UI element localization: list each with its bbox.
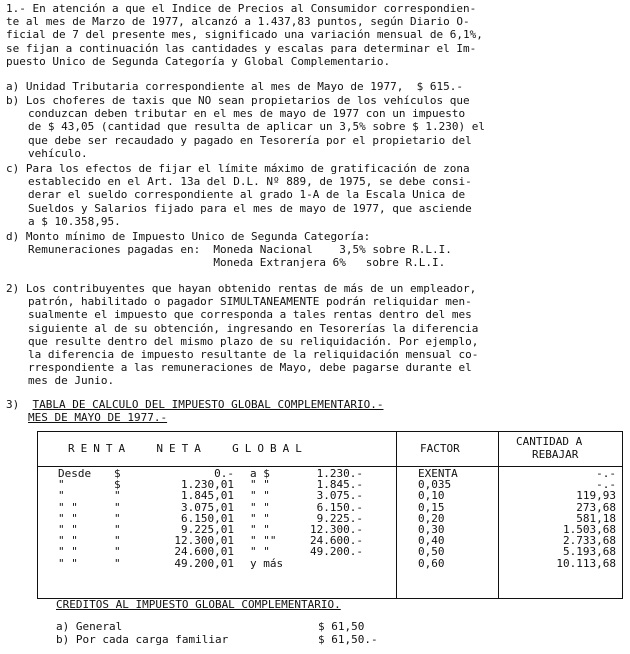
table-cell-mid: a $ bbox=[250, 467, 270, 480]
table-cell-cur: " bbox=[114, 545, 121, 559]
table-cell-to: 49.200.- bbox=[310, 545, 363, 559]
header-cantidad-line-1: CANTIDAD A bbox=[516, 435, 583, 448]
table-cell-mid: " " bbox=[250, 523, 270, 536]
table-cell-mid: y más bbox=[250, 556, 284, 570]
item-c-line-1: Para los efectos de fijar el límite máximo de gratificación de zona bbox=[25, 162, 470, 175]
table-cell-to: 24.600.- bbox=[310, 534, 363, 548]
table-cell-cur: " bbox=[114, 534, 121, 548]
item-d-line-3: Moneda Extranjera 6% sobre R.L.I. bbox=[28, 256, 446, 270]
table-cell-rebajar: -.- bbox=[596, 478, 616, 492]
table-cell-cur: " bbox=[114, 556, 121, 570]
p2-number: 2) bbox=[6, 282, 20, 295]
p2-line-4: siguiente al de su obtención, ingresando en Tesorerías la diferencia bbox=[28, 321, 479, 335]
table-cell-factor: 0,60 bbox=[418, 556, 445, 570]
table-cell-prefix: " " bbox=[58, 511, 78, 525]
table-cell-rebajar: 2.733,68 bbox=[563, 534, 616, 548]
table-cell-mid: " " bbox=[250, 478, 270, 492]
item-b bbox=[6, 94, 485, 160]
credit-family-value: $ 61,50.- bbox=[318, 633, 378, 646]
table-cell-rebajar: 273,68 bbox=[576, 500, 616, 514]
table-cell-from: 6.150,01 bbox=[181, 511, 234, 525]
p1-line-2: te al mes de Marzo de 1977, alcanzó a 1.437,83 puntos, según Diario O- bbox=[6, 15, 470, 29]
tax-table bbox=[37, 431, 623, 599]
p1-line-5: puesto Unico de Segunda Categoría y Global Complementario. bbox=[6, 54, 391, 68]
table-cell-from: 0.- bbox=[214, 467, 234, 480]
table-cell-cur: " bbox=[114, 511, 121, 525]
table-cell-factor: 0,10 bbox=[418, 489, 445, 503]
paragraph-3 bbox=[6, 398, 384, 424]
credit-general-label: a) General bbox=[56, 620, 123, 633]
table-cell-mid: " " bbox=[250, 545, 270, 559]
item-c-line-5: a $ 10.358,95. bbox=[28, 214, 121, 228]
table-cell-from: 12.300,01 bbox=[174, 534, 234, 548]
table-cell-factor: 0,15 bbox=[418, 500, 445, 514]
table-cell-from: 1.230,01 bbox=[181, 478, 234, 492]
table-cell-to: 3.075.- bbox=[316, 489, 363, 503]
item-d-label: d) bbox=[6, 230, 20, 243]
item-d bbox=[6, 230, 452, 270]
p1-line-4: se fijan a continuación las cantidades y escalas para determinar el Im- bbox=[6, 41, 477, 55]
table-cell-mid: " " bbox=[250, 489, 270, 503]
credit-general-value: $ 61,50 bbox=[318, 620, 365, 633]
p1-line-3: ficial de 7 del presente mes, significado una variación mensual de 6,1%, bbox=[6, 28, 483, 42]
table-cell-rebajar: 10.113,68 bbox=[556, 556, 616, 570]
table-cell-prefix: " " bbox=[58, 545, 78, 559]
table-cell-factor: 0,40 bbox=[418, 534, 445, 548]
item-d-line-1: Monto mínimo de Impuesto Unico de Segunda Categoría: bbox=[25, 230, 371, 243]
table-cell-factor: EXENTA bbox=[418, 467, 458, 480]
p2-line-5: que resulte dentro del mismo plazo de su reliquidación. Por ejemplo, bbox=[28, 334, 479, 348]
p2-line-3: sualmente el impuesto que corresponda a tales rentas dentro del mes bbox=[28, 308, 472, 322]
item-c-line-4: Sueldos y Salarios fijado para el mes de mayo de 1977, que asciende bbox=[28, 201, 472, 215]
table-cell-cur: " bbox=[114, 489, 121, 503]
p2-line-6: la diferencia de impuesto resultante de la reliquidación mensual co- bbox=[28, 348, 479, 362]
item-b-line-2: conduzcan deben tributar en el mes de mayo de 1977 con un impuesto bbox=[28, 107, 466, 121]
item-c-label: c) bbox=[6, 162, 20, 175]
credit-family-label: b) Por cada carga familiar bbox=[56, 633, 229, 646]
credits-title: CREDITOS AL IMPUESTO GLOBAL COMPLEMENTARIO. bbox=[56, 598, 341, 611]
credits-section bbox=[56, 598, 616, 646]
table-divider-1 bbox=[396, 432, 397, 598]
header-cantidad-line-2: REBAJAR bbox=[532, 448, 579, 461]
item-c bbox=[6, 162, 472, 228]
header-renta-neta-global: RENTA NETA GLOBAL bbox=[68, 442, 308, 455]
item-d-line-2: Remuneraciones pagadas en: Moneda Nacional 3,5% sobre R.L.I. bbox=[28, 243, 452, 257]
table-cell-factor: 0,50 bbox=[418, 545, 445, 559]
table-cell-rebajar: -.- bbox=[596, 467, 616, 480]
table-cell-from: 3.075,01 bbox=[181, 500, 234, 514]
table-cell-rebajar: 5.193,68 bbox=[563, 545, 616, 559]
table-cell-to: 12.300.- bbox=[310, 523, 363, 536]
p2-line-2: patrón, habilitado o pagador SIMULTANEAMENTE podrán reliquidar men- bbox=[28, 295, 472, 309]
table-cell-rebajar: 581,18 bbox=[576, 511, 616, 525]
p3-title-line-2: MES DE MAYO DE 1977.- bbox=[28, 411, 168, 425]
table-cell-mid: " "" bbox=[250, 534, 277, 548]
table-cell-cur: " bbox=[114, 523, 121, 536]
table-cell-cur: " bbox=[114, 500, 121, 514]
table-cell-to: 6.150.- bbox=[316, 500, 363, 514]
paragraph-2 bbox=[6, 282, 478, 388]
table-cell-prefix: Desde bbox=[58, 467, 92, 480]
item-b-line-4: que debe ser recaudado y pagado en Tesorería por el propietario del bbox=[28, 133, 472, 147]
item-a-label: a) bbox=[6, 80, 20, 93]
header-factor: FACTOR bbox=[420, 442, 460, 455]
item-b-label: b) bbox=[6, 94, 20, 107]
table-cell-to: 1.230.- bbox=[316, 467, 363, 480]
table-cell-mid: " " bbox=[250, 500, 270, 514]
table-cell-factor: 0,035 bbox=[418, 478, 452, 492]
table-cell-mid: " " bbox=[250, 511, 270, 525]
table-cell-from: 9.225,01 bbox=[181, 523, 234, 536]
table-cell-cur: $ bbox=[114, 478, 121, 492]
item-c-line-3: derar el sueldo correspondiente al grado 1-A de la Escala Unica de bbox=[28, 188, 466, 202]
table-cell-from: 24.600,01 bbox=[174, 545, 234, 559]
table-cell-prefix: " bbox=[58, 489, 65, 503]
table-cell-prefix: " " bbox=[58, 556, 78, 570]
table-cell-factor: 0,20 bbox=[418, 511, 445, 525]
table-cell-factor: 0,30 bbox=[418, 523, 445, 536]
p3-number: 3) bbox=[6, 398, 20, 411]
table-cell-rebajar: 1.503,68 bbox=[563, 523, 616, 536]
table-cell-from: 49.200,01 bbox=[174, 556, 234, 570]
item-c-line-2: establecido en el Art. 13a del D.L. Nº 889, de 1975, se debe consi- bbox=[28, 175, 472, 189]
table-cell-prefix: " bbox=[58, 478, 65, 492]
p1-line-1-text: En atención a que el Indice de Precios al Consumidor correspondien- bbox=[32, 2, 477, 15]
p3-title-line-1: TABLA DE CALCULO DEL IMPUESTO GLOBAL COMPLEMENTARIO.- bbox=[32, 398, 384, 411]
item-b-line-1: Los choferes de taxis que NO sean propietarios de los vehículos que bbox=[25, 94, 470, 107]
table-cell-prefix: " " bbox=[58, 534, 78, 548]
table-cell-to: 9.225.- bbox=[316, 511, 363, 525]
p2-line-1: Los contribuyentes que hayan obtenido rentas de más de un empleador, bbox=[25, 282, 477, 295]
table-cell-prefix: " " bbox=[58, 523, 78, 536]
p2-line-7: rrespondiente a las remuneraciones de Mayo, debe pagarse durante el bbox=[28, 361, 472, 375]
p2-line-8: mes de Junio. bbox=[28, 374, 115, 388]
p1-number: 1.- bbox=[6, 2, 26, 15]
item-b-line-5: vehículo. bbox=[28, 146, 88, 160]
paragraph-1 bbox=[6, 2, 483, 68]
item-a bbox=[6, 80, 463, 93]
item-b-line-3: de $ 43,05 (cantidad que resulta de aplicar un 3,5% sobre $ 1.230) el bbox=[28, 120, 485, 134]
table-divider-2 bbox=[498, 432, 499, 598]
item-a-text: Unidad Tributaria correspondiente al mes de Mayo de 1977, $ 615.- bbox=[25, 80, 463, 93]
table-cell-to: 1.845.- bbox=[316, 478, 363, 492]
table-cell-from: 1.845,01 bbox=[181, 489, 234, 503]
table-cell-prefix: " " bbox=[58, 500, 78, 514]
table-cell-rebajar: 119,93 bbox=[576, 489, 616, 503]
table-cell-cur: $ bbox=[114, 467, 121, 480]
p1-line-1 bbox=[6, 2, 483, 15]
